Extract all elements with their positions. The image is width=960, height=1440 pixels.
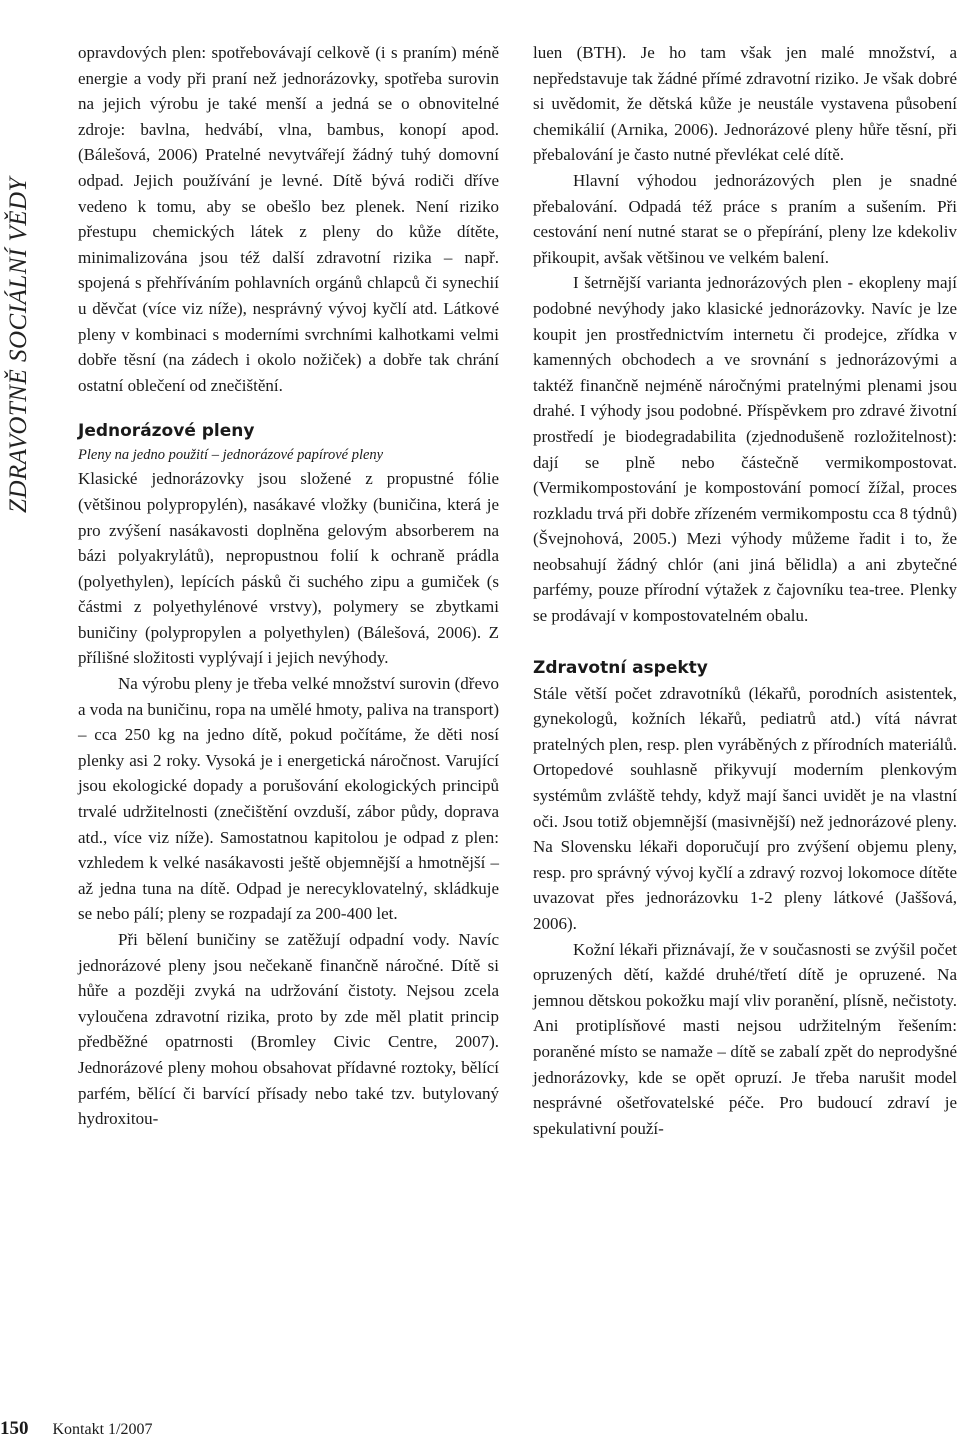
section-title-text: ZDRAVOTNĚ SOCIÁLNÍ VĚDY: [5, 177, 33, 513]
right-column: [533, 40, 957, 1141]
section-subheading: Pleny na jedno použití – jednorázové papírové pleny: [78, 447, 384, 464]
right-paragraph-1: luen (BTH). Je ho tam však jen malé množství, a nepředstavuje tak žádné přímé zdravotní riziko. Je však dobré si uvědomit, že dětská kůže je neustále vystavena působení chemikálií (Arnika, 2006). Jednorázové pleny hůře těsní, při přebalování je často nutné převlékat celé dítě.: [533, 43, 957, 165]
left-paragraph-2: Klasické jednorázovky jsou složené z propustné fólie (většinou polypropylén), nasákavé vložky (buničina, která je pro zvýšení nasákavosti doplněna gelovým absorberem na bázi polyakrylátů), nepropustnou folií k ochraně prádla (polyethylen), lepících pásků či suchého zipu a gumiček (s částmi z polyethylénové vrstvy), polymery se zbytkami buničiny (polypropylen a polyethylen) (Bálešová, 2006). Z přílišné složitosti vyplývají i jejich nevýhody.: [78, 469, 499, 668]
left-column: [78, 40, 499, 1132]
left-paragraph-1: opravdových plen: spotřebovávají celkově (i s praním) méně energie a vody při praní než jednorázovky, spotřeba surovin na jejich výrobu je také menší a jedná se o obnovitelné zdroje: bavlna, hedvábí, vlna, bambus, konopí apod. (Bálešová, 2006) Pratelné nevytvářejí žádný tuhý domovní odpad. Jejich používání je levné. Dítě bývá rodiči dříve vedeno k tomu, aby se obešlo bez plenek. Není riziko přestupu chemických látek z pleny do kůže dítěte, minimalizována jsou též další zdravotní rizika – např. spojená s přehříváním pohlavních orgánů chlapců či synechií u děvčat (více viz níže), nesprávný vývoj kyčlí atd. Látkové pleny v kombinaci s moderními svrchními kalhotkami velmi dobře těsní (na zádech i okolo nožiček) a dobře tak chrání ostatní oblečení od znečištění.: [78, 43, 499, 395]
right-paragraph-4: Stále větší počet zdravotníků (lékařů, porodních asistentek, gynekologů, kožních lékařů, pediatrů atd.) vítá návrat pratelných plen, resp. plen vyráběných z přírodních materiálů. Ortopedové souhlasně přikyvují moderním plenkovým systémům zvláště tehdy, když mají šanci uvidět je na vlastní oči. Jsou totiž objemnější (masivnější) než jednorázové pleny. Na Slovensku lékaři doporučují pro zvýšení objemu pleny, resp. pro správný vývoj kyčlí a zdravý rozvoj lokomoce dítěte uvazovat přes jednorázovku 1-2 pleny látkové (Jaššová, 2006).: [533, 683, 957, 933]
journal-section-title: [2, 0, 36, 690]
right-paragraph-3: I šetrnější varianta jednorázových plen - ekopleny mají podobné nevýhody jako klasické jednorázovky. Navíc je lze koupit jen prostřednictvím internetu či prodejce, zřídka v kamenných obchodech a ve srovnání s jednorázovými a taktéž finančně nejméně náročnými pratelnými plenami jsou drahé. I výhody jsou podobné. Příspěvkem pro zdravé životní prostředí je biodegradabilita (zjednodušeně rozložitelnost): dají se plně nebo částečně vermikompostovat. (Vermikompostování je kompostování pomocí žížal, proces rozkladu trvá při dobře zřízeném vermikompostu cca 8 týdnů) (Švejnohová, 2005.) Mezi výhody můžeme řadit i to, že neobsahují žádný chlór (ani jiná bělidla) a ani zbytečné parfémy, pouze přírodní výtažek z čajovníku tea-tree. Plenky se prodávají v kompostovatelném obalu.: [533, 273, 957, 626]
left-paragraph-4: Při bělení buničiny se zatěžují odpadní vody. Navíc jednorázové pleny jsou nečekaně finančně náročné. Dítě si hůře a později zvyká na udržování čistoty. Nejsou zcela vyloučena zdravotní rizika, proto by zde měl platit princip předběžné opatrnosti (Bromley Civic Centre, 2007). Jednorázové pleny mohou obsahovat přídavné roztoky, bělící parfém, bělící či barvící přísady nebo také tzv. butylovaný hydroxitou-: [78, 930, 499, 1129]
page-footer: [0, 1418, 153, 1440]
right-paragraph-2: Hlavní výhodou jednorázových plen je snadné přebalování. Odpadá též práce s praním a sušením. Při cestování není nutné starat se o přepírání, pleny lze kdekoliv přikoupit, avšak většinou ve velkém balení.: [533, 170, 957, 267]
section-heading-health: Zdravotní aspekty: [533, 657, 708, 678]
page-number: 150: [0, 1418, 29, 1439]
right-paragraph-5: Kožní lékaři přiznávají, že v současnosti se zvýšil počet opruzených dětí, každé druhé/třetí dítě je opruzené. Na jemnou dětskou pokožku mají vliv poranění, plísně, nečistoty. Ani protiplísňové masti nejsou udržitelným řešením: poraněné místo se namaže – dítě se zabalí zpět do neprodyšné jednorázovky, kde se opět opruzí. Je třeba narušit model nesprávné ošetřovatelské péče. Pro budoucí zdraví je spekulativní použí-: [533, 939, 957, 1138]
section-heading-disposable: Jednorázové pleny: [78, 421, 255, 442]
journal-name: Kontakt 1/2007: [52, 1421, 153, 1438]
left-paragraph-3: Na výrobu pleny je třeba velké množství surovin (dřevo a voda na buničinu, ropa na umělé hmoty, paliva na transport) – cca 250 kg na jedno dítě, pokud počítáme, že děti nosí plenky asi 2 roky. Vysoká je i energetická náročnost. Varující jsou ekologické dopady a porušování ekologických principů trvalé udržitelnosti (znečištění ovzduší, zábor půdy, doprava atd., více viz níže). Samostatnou kapitolou je odpad z plen: vzhledem k velké nasákavosti ještě objemnější a hmotnější – až jedna tuna na dítě. Odpad je nerecyklovatelný, skládkuje se nebo pálí; pleny se rozpadají za 200-400 let.: [78, 674, 499, 924]
